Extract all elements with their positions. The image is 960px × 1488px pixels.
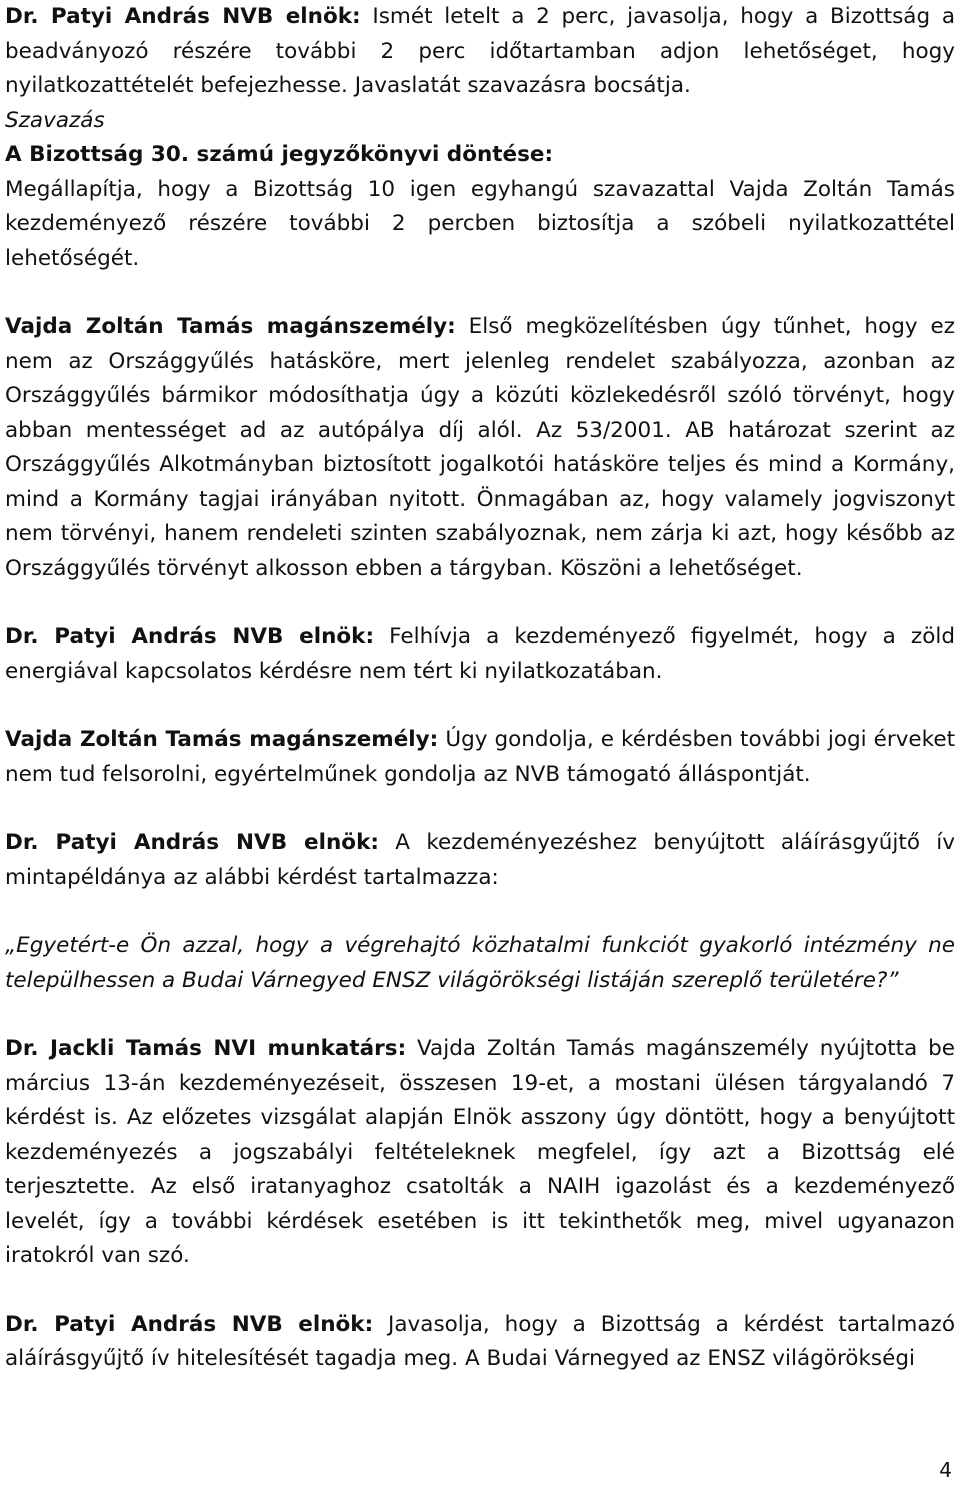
page-number: 4 (939, 1458, 952, 1482)
speaker-label: Vajda Zoltán Tamás magánszemély: (5, 727, 439, 752)
paragraph-3 (5, 620, 955, 689)
paragraph-text: Ismét letelt a 2 perc, javasolja, hogy a Bizottság a beadványozó részére további 2 perc időtartamban adjon lehetőséget, hogy nyilatkozattételét befejezhesse. Javaslatát szavazásra bocsátja. (5, 4, 955, 98)
paragraph-text: Javasolja, hogy a Bizottság a kérdést tartalmazó aláírásgyűjtő ív hitelesítését tagadja meg. A Budai Várnegyed az ENSZ világörökségi (5, 1311, 955, 1371)
paragraph-2 (5, 310, 955, 586)
paragraph-8 (5, 1308, 955, 1377)
speaker-label: Dr. Patyi András NVB elnök: (5, 4, 361, 29)
document-page (5, 0, 955, 1377)
speaker-label: Dr. Patyi András NVB elnök: (5, 1311, 374, 1337)
quoted-question (5, 929, 955, 998)
speaker-label: Dr. Patyi András NVB elnök: (5, 830, 379, 855)
paragraph-text: A kezdeményezéshez benyújtott aláírásgyűjtő ív mintapéldánya az alábbi kérdést tartalmazza: (5, 830, 955, 890)
paragraph-text: Első megközelítésben úgy tűnhet, hogy ez nem az Országgyűlés hatásköre, mert jelenleg rendelet szabályozza, azonban az Országgyűlés bármikor módosíthatja úgy a közúti közlekedésről szóló törvényt, hogy abban mentességet ad az autópálya díj alól. Az 53/2001. AB határozat szerint az Országgyűlés Alkotmányban biztosított jogalkotói hatásköre teljes és mind a Kormány, mind a Kormány tagjai irányában nyitott. Önmagában az, hogy valamely jogviszonyt nem törvényi, hanem rendeleti szinten szabályoznak, nem zárja ki azt, hogy később az Országgyűlés törvényt alkosson ebben a tárgyban. Köszöni a lehetőséget. (5, 314, 955, 581)
quote-text: „Egyetért-e Ön azzal, hogy a végrehajtó közhatalmi funkciót gyakorló intézmény ne települhessen a Budai Várnegyed ENSZ világörökségi listáján szereplő területére?” (5, 933, 955, 993)
paragraph-text: Úgy gondolja, e kérdésben további jogi érveket nem tud felsorolni, egyértelműnek gondolja az NVB támogató álláspontját. (5, 727, 956, 787)
vote-label: Szavazás (5, 107, 105, 133)
speaker-label: Vajda Zoltán Tamás magánszemély: (5, 314, 456, 339)
paragraph-text: Felhívja a kezdeményező figyelmét, hogy a zöld energiával kapcsolatos kérdésre nem tért ki nyilatkozatában. (5, 624, 955, 684)
paragraph-text: Vajda Zoltán Tamás magánszemély nyújtotta be március 13-án kezdeményezéseit, összesen 19-et, a mostani ülésen tárgyalandó 7 kérdést is. Az előzetes vizsgálat alapján Elnök asszony úgy döntött, hogy a benyújtott kezdeményezés a jogszabályi feltételeknek megfelel, így azt a Bizottság elé terjesztette. Az első iratanyaghoz csatolták a NAIH igazolást és a kezdeményező levelét, így a további kérdések esetében is itt tekinthetők meg, mivel ugyanazon iratokról van szó. (5, 1036, 955, 1268)
paragraph-1 (5, 0, 955, 276)
decision-text: Megállapítja, hogy a Bizottság 10 igen egyhangú szavazattal Vajda Zoltán Tamás kezdeményező részére további 2 percben biztosítja a szóbeli nyilatkozattétel lehetőségét. (5, 176, 955, 271)
paragraph-7 (5, 1032, 955, 1274)
speaker-label: Dr. Jackli Tamás NVI munkatárs: (5, 1036, 407, 1061)
speaker-label: Dr. Patyi András NVB elnök: (5, 624, 375, 649)
decision-title: A Bizottság 30. számú jegyzőkönyvi döntése: (5, 142, 554, 167)
paragraph-5 (5, 826, 955, 895)
paragraph-4 (5, 723, 955, 792)
